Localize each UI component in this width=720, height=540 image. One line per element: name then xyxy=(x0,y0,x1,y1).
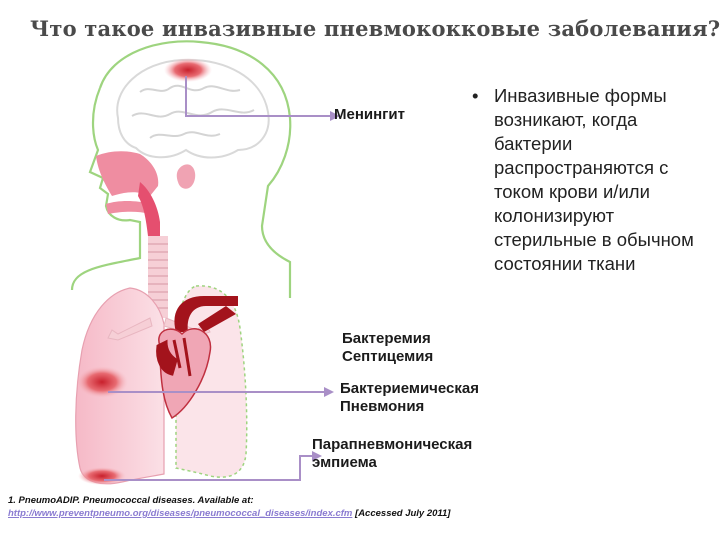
ear xyxy=(177,164,195,188)
empyema-focus xyxy=(78,467,126,485)
reference-citation: 1. PneumoADIP. Pneumococcal diseases. Available at: xyxy=(8,495,254,506)
meningitis-label xyxy=(334,106,405,124)
pneumonia-focus xyxy=(76,366,128,398)
slide-title: Что такое инвазивные пневмококковые заболевания? xyxy=(30,16,720,41)
empyema-label xyxy=(312,436,472,472)
bullet-text: Инвазивные формы возникают, когда бактерии распространяются с током крови и/или колонизируют стерильные в обычном состоянии ткани xyxy=(494,85,694,274)
reference-link-line xyxy=(8,507,708,520)
parapneumonic-text: Парапневмоническая xyxy=(312,436,473,453)
pneumonia-label xyxy=(340,380,479,416)
empyema-text: эмпиема xyxy=(312,454,377,471)
arrow-pneumonia xyxy=(324,387,334,397)
reference-accessed: [Accessed July 2011] xyxy=(352,508,451,519)
bacteremic-text: Бактериемическая xyxy=(340,380,479,397)
bacteremia-label xyxy=(342,330,433,366)
pneumonia-text: Пневмония xyxy=(340,398,425,415)
meningitis-text: Менингит xyxy=(334,106,405,123)
meningitis-focus xyxy=(164,58,212,82)
bullet-marker: • xyxy=(472,85,479,106)
nasal-cavity xyxy=(96,151,158,196)
septicemia-text: Септицемия xyxy=(342,348,434,365)
bacteremia-text: Бактеремия xyxy=(342,330,431,347)
reference-link[interactable]: http://www.preventpneumo.org/diseases/pneumococcal_diseases/index.cfm xyxy=(8,508,353,519)
pointer-arrowheads xyxy=(312,111,340,461)
reference xyxy=(8,494,708,520)
bullet-point xyxy=(472,84,707,276)
